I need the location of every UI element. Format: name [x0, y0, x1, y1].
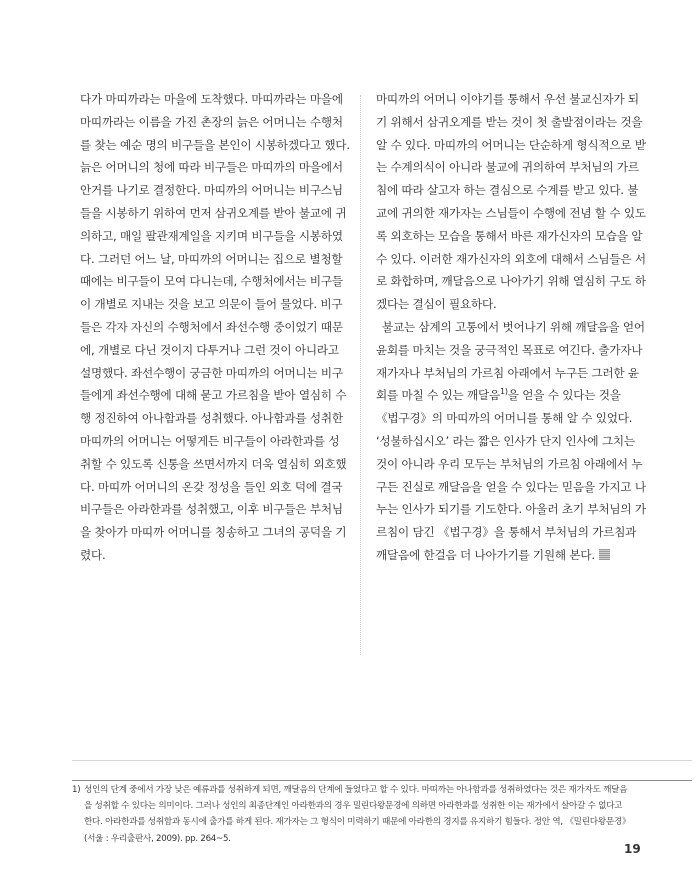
footnote-text: 성인의 단계 중에서 가장 낮은 예류과를 성취하게 되면, 깨달음의 단계에 들었다고 할 수 있다. 마띠까는 아나함과를 성취하였다는 것은 재가자도 깨달음을 성취할 수 있다는 의미이다. 그러나 성인의 최종단계인 아라한과의 경우 밀린다왕문경에 의하면 아라한과를 성취한 이는 재가에서 살아갈 수 없다고 한다. 아라한과를 성취함과 동시에 출가를 하게 된다. 재가자는 그 형식이 미력하기 때문에 아라한의 경지를 유지하기 힘들다. 정안 역, 《밀린다왕문경》 (서울 : 우리출판사, 2009). pp. 264~5.	[84, 785, 631, 844]
left-column	[80, 88, 354, 567]
footnote-separator	[72, 780, 692, 781]
footnote	[72, 782, 632, 847]
column-divider	[360, 95, 361, 655]
footnote-number: 1)	[72, 785, 81, 795]
right-paragraph-2	[376, 316, 649, 567]
left-paragraph: 다가 마띠까라는 마을에 도착했다. 마띠까라는 마을에 마띠까라는 이름을 가진 촌장의 늙은 어머니는 수행처를 찾는 예순 명의 비구들을 본인이 시봉하겠다고 했다. 늙은 어머니의 청에 따라 비구들은 마띠까의 마을에서 안거를 나기로 결정한다. 마띠까의 어머니는 비구스님들을 시봉하기 위하여 먼저 삼귀오계를 받아 불교에 귀의하고, 매일 팔관재계일을 지키며 비구들을 시봉하였다. 그러던 어느 날, 마띠까의 어머니는 집으로 별청할 때에는 비구들이 모여 다니는데, 수행처에서는 비구들이 개별로 지내는 것을 보고 의문이 들어 물었다. 비구들은 각자 자신의 수행처에서 좌선수행 중이었기 때문에, 개별로 다닌 것이지 다투거나 그런 것이 아니라고 설명했다. 좌선수행이 궁금한 마띠까의 어머니는 비구들에게 좌선수행에 대해 묻고 가르침을 받아 열심히 수행 정진하여 아나함과를 성취했다. 아나함과를 성취한 마띠까의 어머니는 어떻게든 비구들이 아라한과를 성취할 수 있도록 신통을 쓰면서까지 더욱 열심히 외호했다. 마띠까 어머니의 온갖 정성을 들인 외호 덕에 결국 비구들은 아라한과를 성취했고, 이후 비구들은 부처님을 찾아가 마띠까 어머니를 칭송하고 그녀의 공덕을 기렸다.	[80, 92, 354, 562]
right-paragraph-1: 마띠까의 어머니 이야기를 통해서 우선 불교신자가 되기 위해서 삼귀오계를 받는 것이 첫 출발점이라는 것을 알 수 있다. 마띠까의 어머니는 단순하게 형식적으로 받는 수계의식이 아니라 불교에 귀의하여 부처님의 가르침에 따라 살고자 하는 결심으로 수계를 받고 있다. 불교에 귀의한 재가자는 스님들이 수행에 전념 할 수 있도록 외호하는 모습을 통해서 바른 재가신자의 모습을 알 수 있다. 이러한 재가신자의 외호에 대해서 스님들은 서로 화합하며, 깨달음으로 나아가기 위해 열심히 구도 하겠다는 결심이 필요하다.	[376, 92, 646, 312]
right-paragraph-2-part-1: 불교는 삼계의 고통에서 벗어나기 위해 깨달음을 얻어 윤회를 마치는 것을 궁극적인 목표로 여긴다. 출가자나 재가자나 부처님의 가르침 아래에서 누구든 그러한 윤회를 마칠 수 있는 깨달음	[376, 319, 649, 403]
right-paragraph-2-part-2: 을 얻을 수 있다는 것을 《법구경》의 마띠까의 어머니를 통해 알 수 있었다. ‘성불하십시오’ 라는 짧은 인사가 단지 인사에 그치는 것이 아니라 우리 모두는 부처님의 가르침 아래에서 누구든 진실로 깨달음을 얻을 수 있다는 믿음을 가지고 나누는 인사가 되기를 기도한다. 아울러 초기 부처님의 가르침이 담긴 《법구경》을 통해서 부처님의 가르침과 깨달음에 한걸음 더 나아가기를 기원해 본다.	[376, 388, 646, 562]
footnote-reference[interactable]: 1)	[499, 387, 508, 397]
page-number: 19	[624, 842, 641, 856]
end-mark-icon	[599, 549, 610, 560]
footnote-separator-light	[72, 760, 692, 761]
right-column	[376, 88, 649, 567]
